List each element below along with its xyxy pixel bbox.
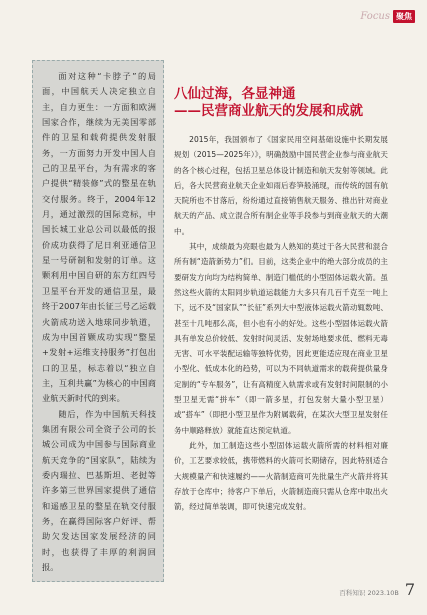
sidebar-paragraph: 随后，作为中国航天科技集团有限公司全资子公司的长城公司成为中国参与国际商业航天竞争的“国家队”，陆续为委内瑞拉、巴基斯坦、老挝等许多第三世界国家提供了通信和遥感卫星的整星在轨交付服务，在赢得国际客户好评、帮助欠发达国家发展经济的同时，也获得了丰厚的利润回报。	[42, 408, 156, 572]
section-label: Focus	[360, 11, 390, 22]
article-subtitle: ——民营商业航天的发展和成就	[174, 103, 363, 119]
article-paragraph: 此外，加工制造这些小型固体运载火箭所需的材料相对廉价，工艺要求较低，携带燃料的火箭可长期储存，因此特别适合大规模量产和快速履约——火箭制造商可先批量生产火箭并将其存放于仓库中；待客户下单后，火箭制造商只需从仓库中取出火箭，经过简单装调，即可快速完成发射。	[174, 440, 388, 512]
article	[174, 86, 388, 514]
article-paragraph: 其中，成绩最为亮眼也最为人熟知的莫过于各大民营和混合所有制“造箭新势力”们。目前，这类企业中的绝大部分成员的主要研发方向均为结构简单、制造门槛低的小型固体运载火箭。虽然这些火箭的太阳同步轨道运载能力大多只有几百千克至一吨上下，远不及“国家队”“长征”系列大中型液体运载火箭动辄数吨、甚至十几吨那么高，但小也有小的好处。这些小型固体运载火箭具有单发总价较低、发射时间灵活、发射场地要求低、燃料无毒无害、可水平装配运输等独特优势，因此更能适应现在商业卫星小型化、低成本化的趋势，可以为不同轨道需求的载荷提供量身定制的“专车服务”，让有高精度入轨需求或有发射时间限制的小型卫星无需“拼车”（即一箭多星，打包发射大量小型卫星）或“搭车”（即把小型卫星作为附属载荷，在某次大型卫星发射任务中顺路释放）就能直达预定轨道。	[174, 242, 388, 435]
page-footer	[339, 580, 415, 599]
sidebar-box	[32, 60, 164, 582]
article-paragraph: 2015年，我国颁布了《国家民用空间基础设施中长期发展规划（2015—2025年）》，明确鼓励中国民营企业参与商业航天的各个核心过程，包括卫星总体设计制造和航天发射等领域。此后，各大民营商业航天企业如雨后春笋般涌现，而传统的国有航天院所也不甘落后，纷纷通过直接销售航天服务、推出针对商业航天的产品、成立混合所有制企业等手段参与到商业航天的大潮中。	[174, 135, 388, 236]
page-header	[360, 10, 415, 23]
section-badge: 聚焦	[393, 10, 415, 23]
sidebar-paragraph: 面对这种“卡脖子”的局面，中国航天人决定独立自主，自力更生：一方面和欧洲国家合作，继续为无美国零部件的卫星和载荷提供发射服务，一方面努力开发中国人自己的卫星平台，为有需求的客户提供“精装修”式的整星在轨交付服务。终于，2004年12月，通过激烈的国际竞标，中国长城工业总公司以最低的报价成功获得了尼日利亚通信卫星一号研制和发射的订单。这颗利用中国自研的东方红四号卫星平台开发的通信卫星，最终于2007年由长征三号乙运载火箭成功送入地球同步轨道，成为中国首颗成功实现“整星+发射+运维支持服务”打包出口的卫星，标志着以“独立自主，互利共赢”为核心的中国商业航天新时代的到来。	[42, 71, 156, 404]
page-number: 7	[404, 580, 415, 599]
magazine-issue: 百科知识 2023.10B	[339, 589, 399, 597]
article-title: 八仙过海，各显神通	[174, 86, 296, 102]
